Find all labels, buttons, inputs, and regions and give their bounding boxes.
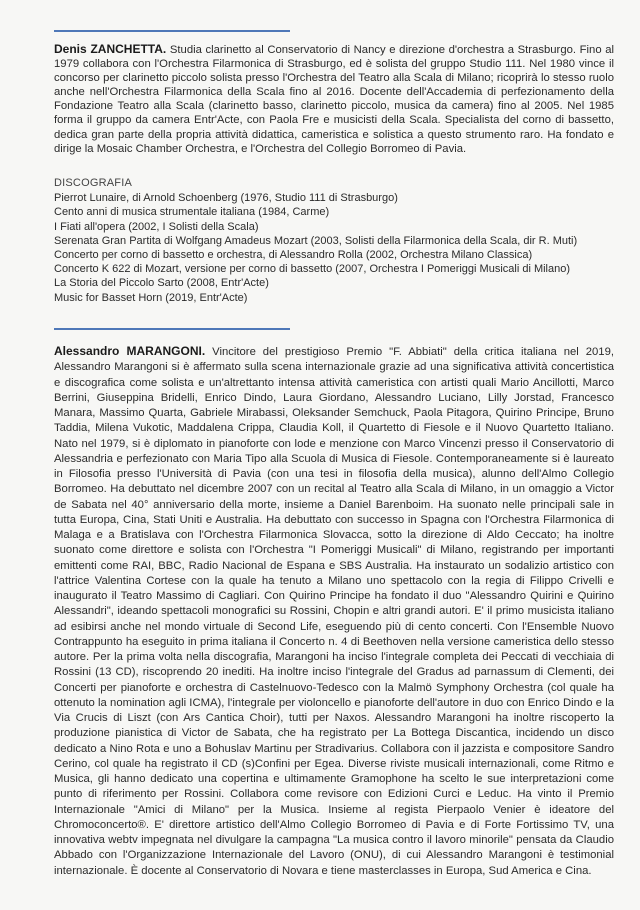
bio-zanchetta <box>54 42 614 156</box>
discography-item: Concerto per corno di bassetto e orchestra, di Alessandro Rolla (2002, Orchestra Milano Classica) <box>54 249 533 262</box>
bio-name: Denis ZANCHETTA. <box>54 42 167 56</box>
discography-item: Music for Basset Horn (2019, Entr'Acte) <box>54 291 248 304</box>
bio-text: Studia clarinetto al Conservatorio di Nancy e direzione d'orchestra a Strasburgo. Fino al 1979 collabora con l'Orchestra Filarmonica di Strasburgo, ed è solista del gruppo Studio 111. Nel 1980 vince il concorso per clarinetto piccolo solista presso l'Orchestra del Teatro alla Scala di Milano; ricoprirà lo stesso ruolo anche nell'Orchestra Filarmonica della Scala fino al 2016. Docente dell'Accademia di perfezionamento della Fondazione Teatro alla Scala (clarinetto basso, clarinetto piccolo, musica da camera) fino al 2005. Nel 1985 forma il gruppo da camera Entr'Acte, con Paola Fre e musicisti della Scala. Specialista del corno di bassetto, dedica gran parte della propria attività didattica, cameristica e solistica a questo strumento raro. Ha fondato e dirige la Mosaic Chamber Orchestra, e l'Orchestra del Collegio Borromeo di Pavia. <box>54 44 615 155</box>
bio-name: Alessandro MARANGONI. <box>54 344 206 358</box>
section-divider-middle <box>54 328 290 330</box>
bio-marangoni <box>54 344 614 879</box>
discography-item: Serenata Gran Partita di Wolfgang Amadeus Mozart (2003, Solisti della Filarmonica della Scala, dir R. Muti) <box>54 234 578 247</box>
discography-item: Cento anni di musica strumentale italiana (1984, Carme) <box>54 206 330 219</box>
discography-list <box>54 191 614 305</box>
discography <box>54 176 614 305</box>
discography-heading: DISCOGRAFIA <box>54 177 132 189</box>
bio-text: Vincitore del prestigioso Premio "F. Abbiati" della critica italiana nel 2019, Alessandro Marangoni si è affermato sulla scena internazionale grazie ad una significativa attività concertistica e discografica come solista e un'altrettanto intensa attività cameristica con artisti quali Mario Ancillotti, Marco Berrini, Giuseppina Bridelli, Enrico Dindo, Laura Giordano, Alessandro Luciano, Lilly Jorstad, Francesco Manara, Massimo Quarta, Gabriele Mirabassi, Oleksander Semchuck, Paola Pitagora, Quirino Principe, Bruno Taddia, Milena Vukotic, Maddalena Crippa, Claudia Koll, il Quartetto di Fiesole e il Nuovo Quartetto Italiano. Nato nel 1979, si è diplomato in pianoforte con lode e menzione con Marco Vincenzi presso il Conservatorio di Alessandria e perfezionato con Maria Tipo alla Scuola di Musica di Fiesole. Contemporaneamente si è laureato in Filosofia presso l'Università di Pavia (con una tesi in filosofia della musica), alunno dell'Almo Collegio Borromeo. Ha debuttato nel dicembre 2007 con un recital al Teatro alla Scala di Milano, in un omaggio a Victor de Sabata nel 40° anniversario della morte, insieme a Daniel Barenboim. Ha suonato nelle principali sale in tutta Europa, Cina, Stati Uniti e Australia. Ha debuttato con successo in Spagna con l'Orchestra Filarmonica di Malaga e a Bratislava con l'Orchestra Filarmonica Slovacca, sotto la direzione di Aldo Ceccato; ha inoltre suonato come direttore e solista con l'Orchestra "I Pomeriggi Musicali" di Milano, registrando per importanti emittenti come RAI, BBC, Radio Nacional de Espana e SBS Australia. Ha instaurato un sodalizio artistico con l'attrice Valentina Cortese con la quale ha tenuto a Milano uno spettacolo con la regia di Filippo Crivelli e inaugurato il Teatro Massimo di Cagliari. Con Quirino Principe ha fondato il duo "Alessandro Quirini e Quirino Alessandri", ideando spettacoli monografici su Rossini, Chopin e altri grandi autori. E' il primo musicista italiano ad esibirsi anche nel mondo virtuale di Second Life, eseguendo più di cento concerti. Con l'Ensemble Nuovo Contrappunto ha eseguito in prima italiana il Concerto n. 4 di Beethoven nella versione cameristica dello stesso autore. Per la prima volta nella discografia, Marangoni ha inciso l'integrale completa dei Peccati di vecchiaia di Rossini (13 CD), riscoprendo 20 inediti. Ha inoltre inciso l'integrale del Gradus ad parnassum di Clementi, dei Concerti per pianoforte e orchestra di Castelnuovo-Tedesco con la Malmö Symphony Orchestra (col quale ha ottenuto la nomination agli ICMA), l'integrale per violoncello e pianoforte dell'autore in duo con Enrico Dindo e la Via Crucis di Liszt (con Ars Cantica Choir), tutti per Naxos. Alessandro Marangoni ha inoltre riscoperto la produzione pianistica di Victor de Sabata, che ha registrato per La Bottega Discantica, incidendo un disco dedicato a Nino Rota e uno a Bohuslav Martinu per Stradivarius. Collabora con il jazzista e compositore Sandro Cerino, col quale ha registrato il CD (s)Confini per Egea. Diverse riviste musicali internazionali, come Ritmo e Musica, gli hanno dedicato una copertina e ultimamente Gramophone ha scelto le sue interpretazioni come punto di riferimento per Rossini. Collabora come revisore con Edizioni Curci e Leduc. Ha vinto il Premio Internazionale "Amici di Milano" per la Musica. Insieme al regista Pierpaolo Venier è ideatore del Chromoconcerto®. E' direttore artistico dell'Almo Collegio Borromeo di Pavia e di Forte Fortissimo TV, una innovativa webtv impegnata nel divulgare la campagna "La musica contro il lavoro minorile" pensata da Claudio Abbado con l'Organizzazione Internazionale del Lavoro (ONU), di cui Alessandro Marangoni è testimonial internazionale. È docente al Conservatorio di Novara e tiene masterclasses in Europa, Sud America e Cina. <box>54 346 614 877</box>
section-divider-top <box>54 30 290 32</box>
discography-item: I Fiati all'opera (2002, I Solisti della Scala) <box>54 220 259 233</box>
discography-item: Concerto K 622 di Mozart, versione per corno di bassetto (2007, Orchestra I Pomeriggi Musicali di Milano) <box>54 263 571 276</box>
discography-item: Pierrot Lunaire, di Arnold Schoenberg (1976, Studio 111 di Strasburgo) <box>54 192 398 205</box>
discography-item: La Storia del Piccolo Sarto (2008, Entr'Acte) <box>54 277 269 290</box>
